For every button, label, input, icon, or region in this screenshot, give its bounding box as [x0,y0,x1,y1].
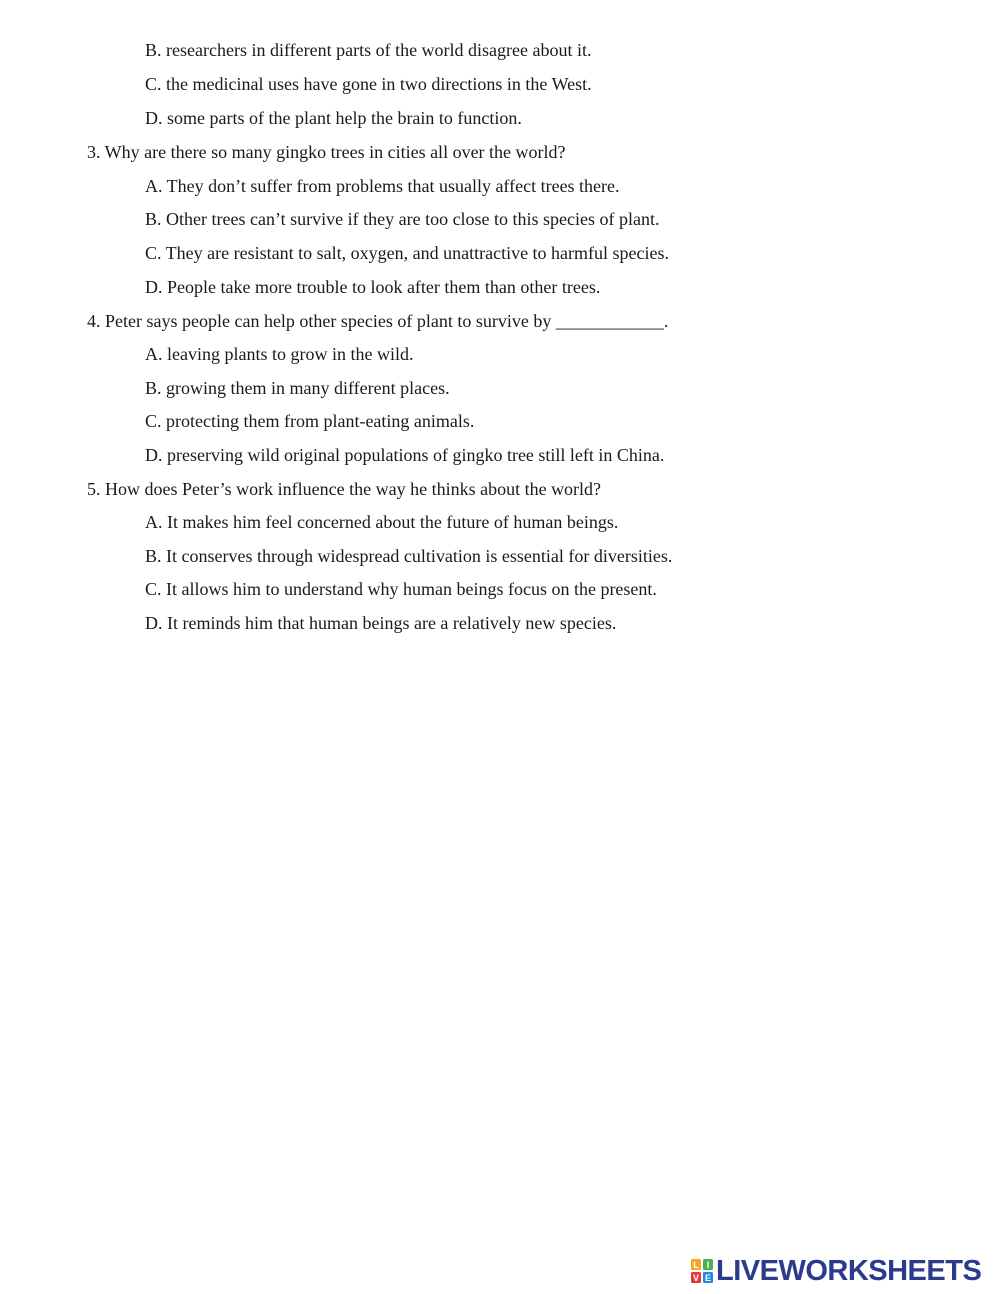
svg-text:E: E [704,1273,712,1283]
answer-option: B. researchers in different parts of the world disagree about it. [145,40,592,60]
answer-option: C. It allows him to understand why human beings focus on the present. [145,579,657,599]
svg-text:I: I [706,1260,710,1270]
answer-option: C. protecting them from plant-eating animals. [145,411,475,431]
answer-option: A. They don’t suffer from problems that usually affect trees there. [145,176,620,196]
answer-option: B. It conserves through widespread cultivation is essential for diversities. [145,546,673,566]
liveworksheets-logo [690,1254,981,1288]
answer-option: B. Other trees can’t survive if they are too close to this species of plant. [145,209,660,229]
answer-option: A. leaving plants to grow in the wild. [145,344,414,364]
svg-text:L: L [693,1260,699,1270]
answer-option: D. some parts of the plant help the brain to function. [145,108,522,128]
answer-option: D. People take more trouble to look after them than other trees. [145,277,601,297]
question-text: 5. How does Peter’s work influence the way he thinks about the world? [87,479,602,499]
question-text: 4. Peter says people can help other species of plant to survive by ____________. [87,311,669,331]
question-text: 3. Why are there so many gingko trees in cities all over the world? [87,142,566,162]
answer-option: C. the medicinal uses have gone in two directions in the West. [145,74,592,94]
answer-option: A. It makes him feel concerned about the future of human beings. [145,512,619,532]
svg-text:V: V [692,1273,700,1283]
answer-option: D. It reminds him that human beings are a relatively new species. [145,613,617,633]
liveworksheets-logo-text: LIVEWORKSHEETS [716,1255,982,1287]
liveworksheets-logo-icon [690,1258,714,1284]
answer-option: C. They are resistant to salt, oxygen, and unattractive to harmful species. [145,243,670,263]
answer-option: D. preserving wild original populations of gingko tree still left in China. [145,445,665,465]
answer-option: B. growing them in many different places. [145,378,450,398]
